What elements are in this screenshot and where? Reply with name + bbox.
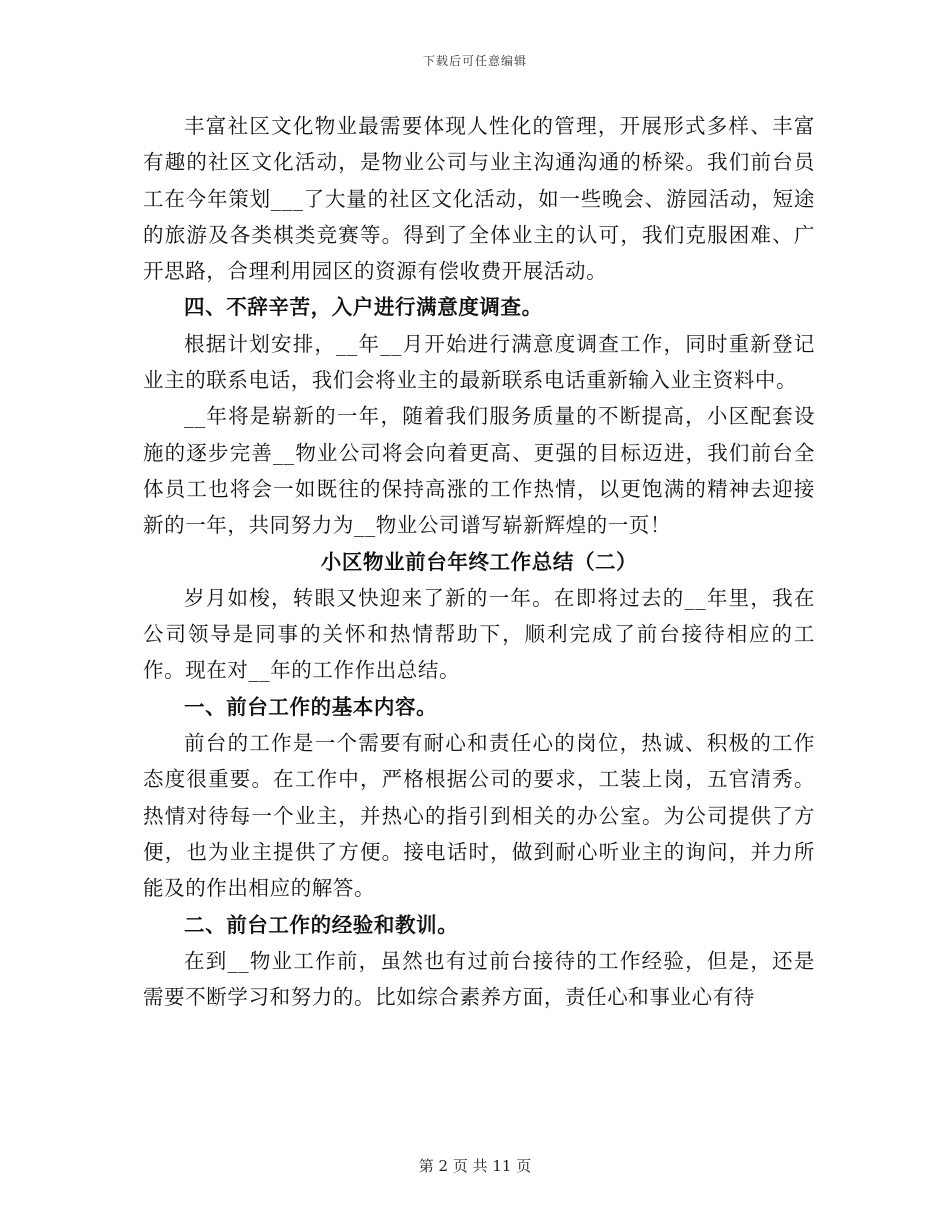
paragraph-new-year: __年将是崭新的一年，随着我们服务质量的不断提高，小区配套设施的逐步完善__物业公司将会向着更高、更强的目标迈进，我们前台全体员工也将会一如既往的保持高涨的工作热情，以更饱满的精神去迎接新的一年，共同努力为__物业公司谱写崭新辉煌的一页！ xyxy=(143,404,815,538)
page-number: 第 2 页 共 11 页 xyxy=(418,1157,532,1175)
paragraph-intro: 岁月如梭，转眼又快迎来了新的一年。在即将过去的__年里，我在公司领导是同事的关怀和热情帮助下，顺利完成了前台接待相应的工作。现在对__年的工作作出总结。 xyxy=(143,585,815,683)
document-title-part-two: 小区物业前台年终工作总结（二） xyxy=(320,549,638,574)
section-heading-experience: 二、前台工作的经验和教训。 xyxy=(184,912,459,937)
section-heading-survey: 四、不辞辛苦，入户进行满意度调查。 xyxy=(184,295,543,320)
paragraph-basic-content: 前台的工作是一个需要有耐心和责任心的岗位，热诚、积极的工作态度很重要。在工作中，严格根据公司的要求，工装上岗，五官清秀。热情对待每一个业主，并热心的指引到相关的办公室。为公司提供了方便，也为业主提供了方便。接电话时，做到耐心听业主的询问，并力所能及的作出相应的解答。 xyxy=(143,731,815,901)
page-header: 下载后可任意编辑 xyxy=(422,54,527,68)
paragraph-community-culture: 丰富社区文化物业最需要体现人性化的管理，开展形式多样、丰富有趣的社区文化活动，是物业公司与业主沟通沟通的桥梁。我们前台员工在今年策划___了大量的社区文化活动，如一些晚会、游园活动，短途的旅游及各类棋类竞赛等。得到了全体业主的认可，我们克服困难、广开思路，合理利用园区的资源有偿收费开展活动。 xyxy=(143,114,815,284)
section-heading-basic-content: 一、前台工作的基本内容。 xyxy=(184,694,438,719)
document-body xyxy=(143,108,815,1015)
paragraph-survey-plan: 根据计划安排，__年__月开始进行满意度调查工作，同时重新登记业主的联系电话，我们会将业主的最新联系电话重新输入业主资料中。 xyxy=(143,331,815,393)
paragraph-experience: 在到__物业工作前，虽然也有过前台接待的工作经验，但是，还是需要不断学习和努力的。比如综合素养方面，责任心和事业心有待 xyxy=(143,948,815,1010)
